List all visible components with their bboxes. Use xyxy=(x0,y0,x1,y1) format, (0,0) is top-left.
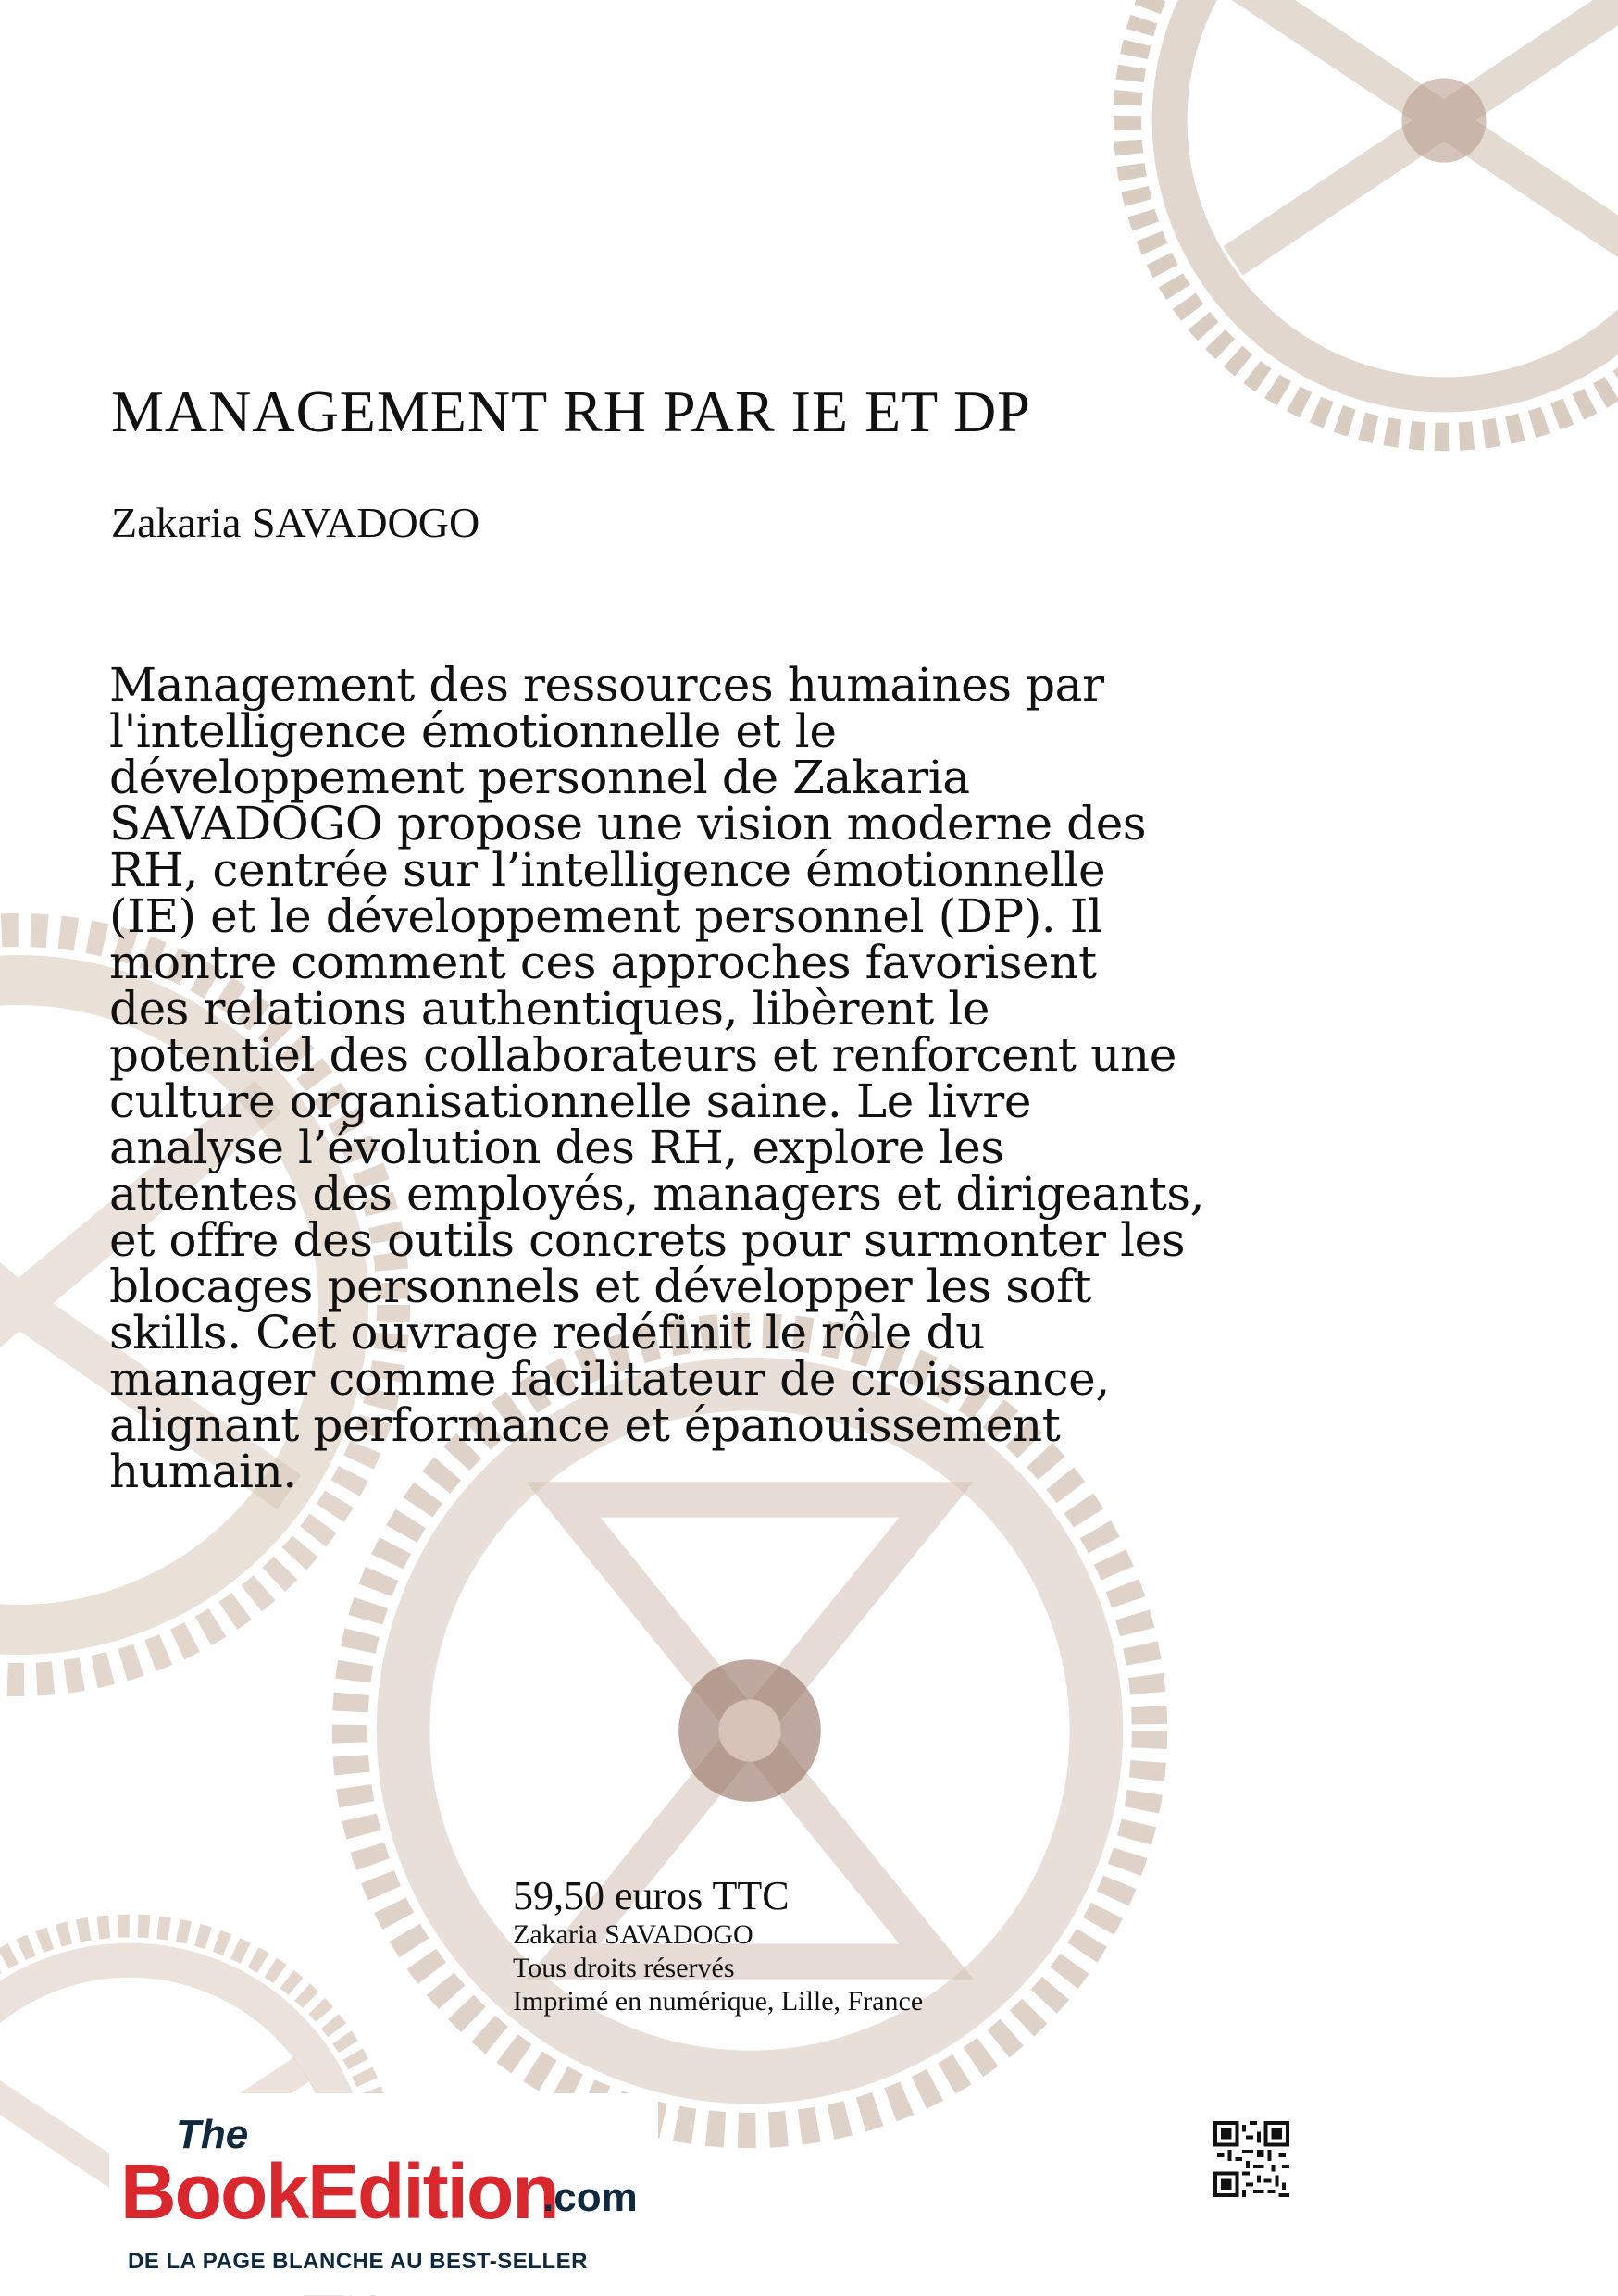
rights-notice: Tous droits réservés xyxy=(513,1953,735,1984)
blurb-line: culture organisationnelle saine. Le livre xyxy=(109,1074,1032,1128)
logo-wordmark: BookEdition xyxy=(120,2148,558,2235)
blurb-line: blocages personnels et développer les soft xyxy=(109,1260,1092,1313)
logo-the: The xyxy=(176,2112,249,2157)
blurb-line: (IE) et le développement personnel (DP). Il xyxy=(109,889,1102,943)
blurb-line: développement personnel de Zakaria xyxy=(109,751,970,804)
print-info: Imprimé en numérique, Lille, France xyxy=(513,1986,924,2017)
gear-icon xyxy=(1092,0,1618,472)
copyright-author: Zakaria SAVADOGO xyxy=(513,1919,753,1951)
blurb-line: analyse l’évolution des RH, explore les xyxy=(109,1121,1004,1174)
qr-code-icon xyxy=(1214,2121,1289,2197)
blurb-line: potentiel des collaborateurs et renforcent une xyxy=(109,1028,1176,1082)
price: 59,50 euros TTC xyxy=(513,1873,790,1918)
blurb-line: montre comment ces approches favorisent xyxy=(109,936,1097,989)
book-blurb xyxy=(109,658,1257,1498)
book-title: MANAGEMENT RH PAR IE ET DP xyxy=(111,379,1031,444)
logo-tagline: DE LA PAGE BLANCHE AU BEST-SELLER xyxy=(128,2249,588,2274)
blurb-line: Management des ressources humaines par xyxy=(109,658,1104,712)
blurb-line: l'intelligence émotionnelle et le xyxy=(109,704,837,758)
publisher-logo xyxy=(109,2093,658,2295)
blurb-line: RH, centrée sur l’intelligence émotionnelle xyxy=(109,843,1106,897)
blurb-line: attentes des employés, managers et dirigeants, xyxy=(109,1167,1205,1221)
blurb-line: et offre des outils concrets pour surmonter les xyxy=(109,1213,1186,1267)
blurb-line: des relations authentiques, libèrent le xyxy=(109,982,990,1036)
blurb-line: alignant performance et épanouissement xyxy=(109,1398,1061,1452)
blurb-line: humain. xyxy=(109,1445,297,1498)
blurb-line: manager comme facilitateur de croissance, xyxy=(109,1352,1110,1406)
logo-domain: .com xyxy=(542,2175,638,2220)
blurb-line: SAVADOGO propose une vision moderne des xyxy=(109,797,1147,850)
blurb-line: skills. Cet ouvrage redéfinit le rôle du xyxy=(109,1306,985,1359)
price-block xyxy=(513,1874,923,2018)
book-author: Zakaria SAVADOGO xyxy=(111,499,480,546)
